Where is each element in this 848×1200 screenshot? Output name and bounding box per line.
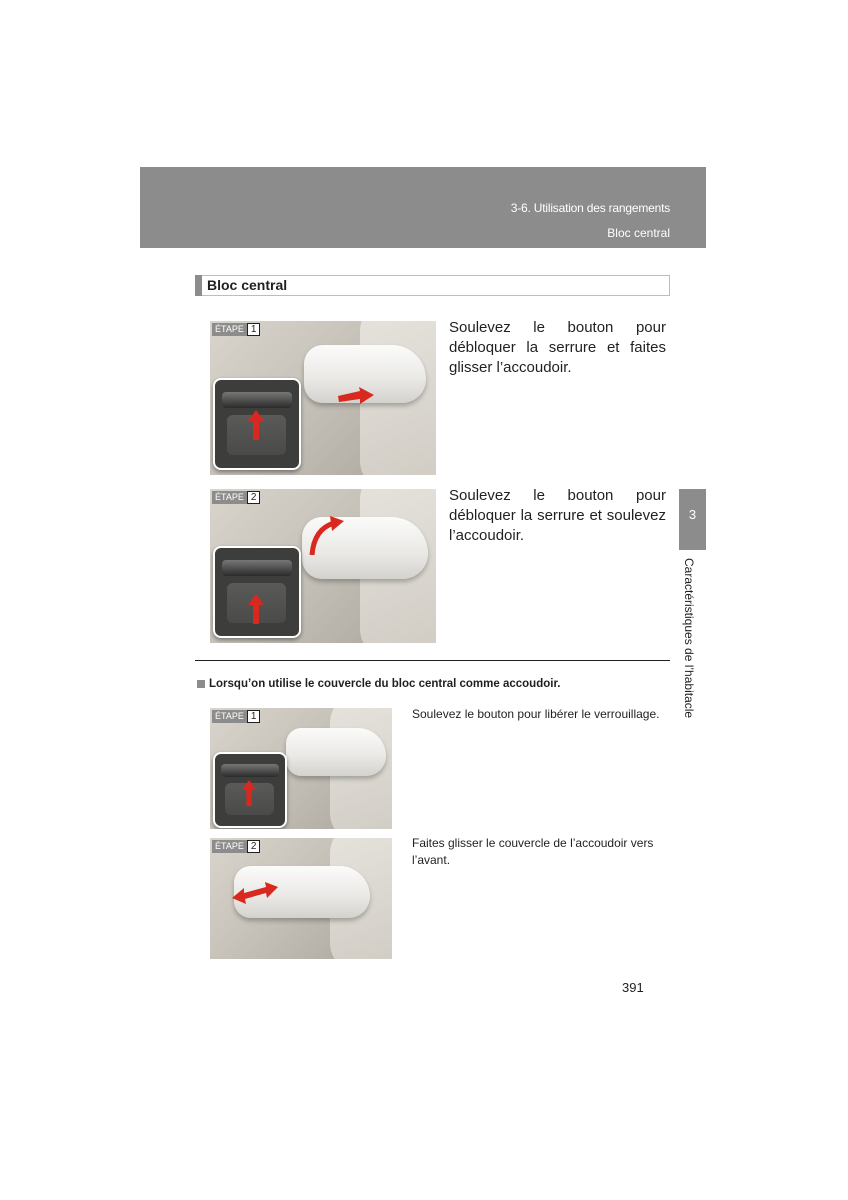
slide-arrow-icon [338, 387, 374, 407]
section-title: Bloc central [207, 277, 288, 293]
button-detail-inset [213, 378, 301, 470]
step-word: ÉTAPE [212, 840, 247, 853]
step-label [212, 491, 260, 504]
chapter-tab [679, 489, 706, 550]
page-header [140, 167, 706, 248]
step-number: 1 [247, 710, 261, 723]
slide-both-ways-arrow-icon [232, 882, 278, 906]
header-title: Bloc central [607, 226, 670, 240]
header-section-label: 3-6. Utilisation des rangements [510, 201, 670, 215]
step-word: ÉTAPE [212, 491, 247, 504]
step-number: 2 [247, 491, 261, 504]
step1-text: Soulevez le bouton pour débloquer la serrure et faites glisser l’accoudoir. [449, 319, 666, 376]
subsection-heading [197, 678, 560, 690]
step-number: 2 [247, 840, 261, 853]
step-word: ÉTAPE [212, 323, 247, 336]
step-number: 1 [247, 323, 261, 336]
substep2-photo [210, 838, 392, 959]
bullet-square-icon [197, 680, 205, 688]
chapter-name: Caractéristiques de l’habitacle [682, 558, 696, 719]
substep1-photo [210, 708, 392, 829]
section-title-box [195, 275, 670, 296]
step-label [212, 323, 260, 336]
substep2-text: Faites glisser le couvercle de l’accoudoir vers l’avant. [412, 836, 654, 867]
lift-arrow-icon [248, 410, 264, 440]
step1-photo [210, 321, 436, 475]
armrest-image [286, 728, 386, 776]
subsection-title: Lorsqu’on utilise le couvercle du bloc central comme accoudoir. [209, 678, 561, 690]
step2-text: Soulevez le bouton pour débloquer la serrure et soulevez l’accoudoir. [449, 487, 666, 544]
chapter-number: 3 [688, 507, 697, 522]
lift-arrow-icon [242, 780, 256, 806]
step-label [212, 710, 260, 723]
button-detail-inset [213, 752, 287, 828]
substep1-text: Soulevez le bouton pour libérer le verrouillage. [412, 707, 660, 721]
step-label [212, 840, 260, 853]
step2-photo [210, 489, 436, 643]
page-number: 391 [622, 980, 644, 995]
lift-up-arrow-icon [308, 515, 344, 555]
lift-arrow-icon [248, 594, 264, 624]
button-detail-inset [213, 546, 301, 638]
step-word: ÉTAPE [212, 710, 247, 723]
section-divider [195, 660, 670, 661]
section-title-marker [195, 275, 202, 296]
